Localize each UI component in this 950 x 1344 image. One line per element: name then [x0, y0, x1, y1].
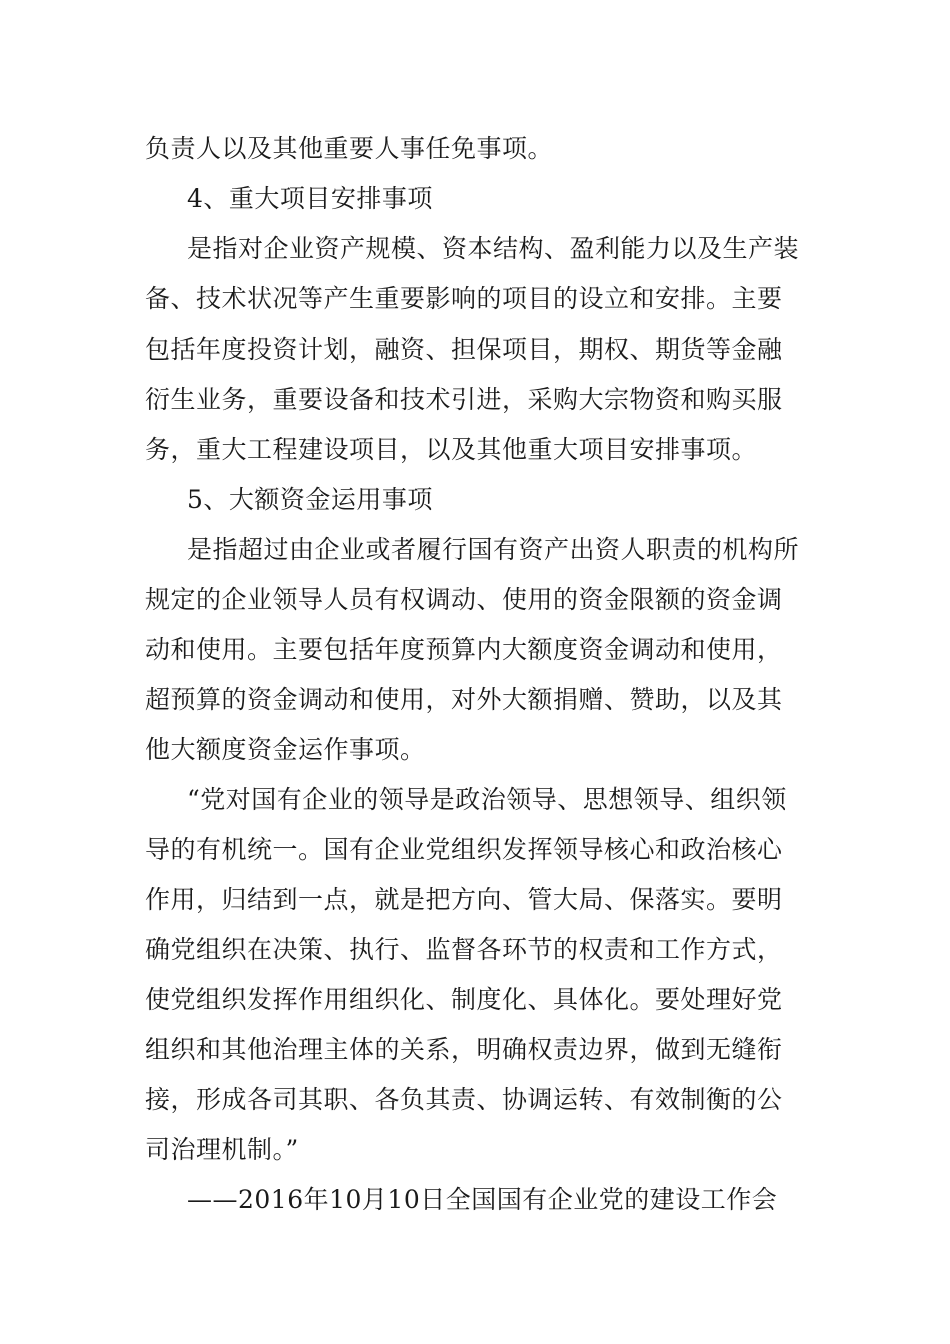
quote-line: “党对国有企业的领导是政治领导、思想领导、组织领 [187, 785, 787, 814]
paragraph-line: 规定的企业领导人员有权调动、使用的资金限额的资金调 [145, 585, 783, 614]
paragraph-line: 是指超过由企业或者履行国有资产出资人职责的机构所 [187, 535, 800, 564]
paragraph-line: 备、技术状况等产生重要影响的项目的设立和安排。主要 [145, 284, 783, 313]
paragraph-line: 动和使用。主要包括年度预算内大额度资金调动和使用， [145, 635, 783, 664]
paragraph-line: 包括年度投资计划，融资、担保项目，期权、期货等金融 [145, 335, 783, 364]
paragraph-line: 衍生业务，重要设备和技术引进，采购大宗物资和购买服 [145, 385, 783, 414]
paragraph-line: 务，重大工程建设项目，以及其他重大项目安排事项。 [145, 435, 758, 464]
paragraph-line: 超预算的资金调动和使用，对外大额捐赠、赞助，以及其 [145, 685, 783, 714]
quote-line: 导的有机统一。国有企业党组织发挥领导核心和政治核心 [145, 835, 783, 864]
paragraph-line: 是指对企业资产规模、资本结构、盈利能力以及生产装 [187, 234, 800, 263]
quote-line: 使党组织发挥作用组织化、制度化、具体化。要处理好党 [145, 985, 783, 1014]
paragraph-line: 负责人以及其他重要人事任免事项。 [145, 134, 554, 163]
quote-line: 接，形成各司其职、各负其责、协调运转、有效制衡的公 [145, 1085, 783, 1114]
section-heading-4: 4、重大项目安排事项 [187, 184, 433, 213]
quote-line: 确党组织在决策、执行、监督各环节的权责和工作方式， [145, 935, 783, 964]
quote-line: 司治理机制。” [145, 1135, 299, 1164]
paragraph-line: 他大额度资金运作事项。 [145, 735, 426, 764]
quote-line: 作用，归结到一点，就是把方向、管大局、保落实。要明 [145, 885, 783, 914]
quote-attribution: ——2016年10月10日全国国有企业党的建设工作会 [187, 1185, 778, 1214]
section-heading-5: 5、大额资金运用事项 [187, 485, 433, 514]
quote-line: 组织和其他治理主体的关系，明确权责边界，做到无缝衔 [145, 1035, 783, 1064]
